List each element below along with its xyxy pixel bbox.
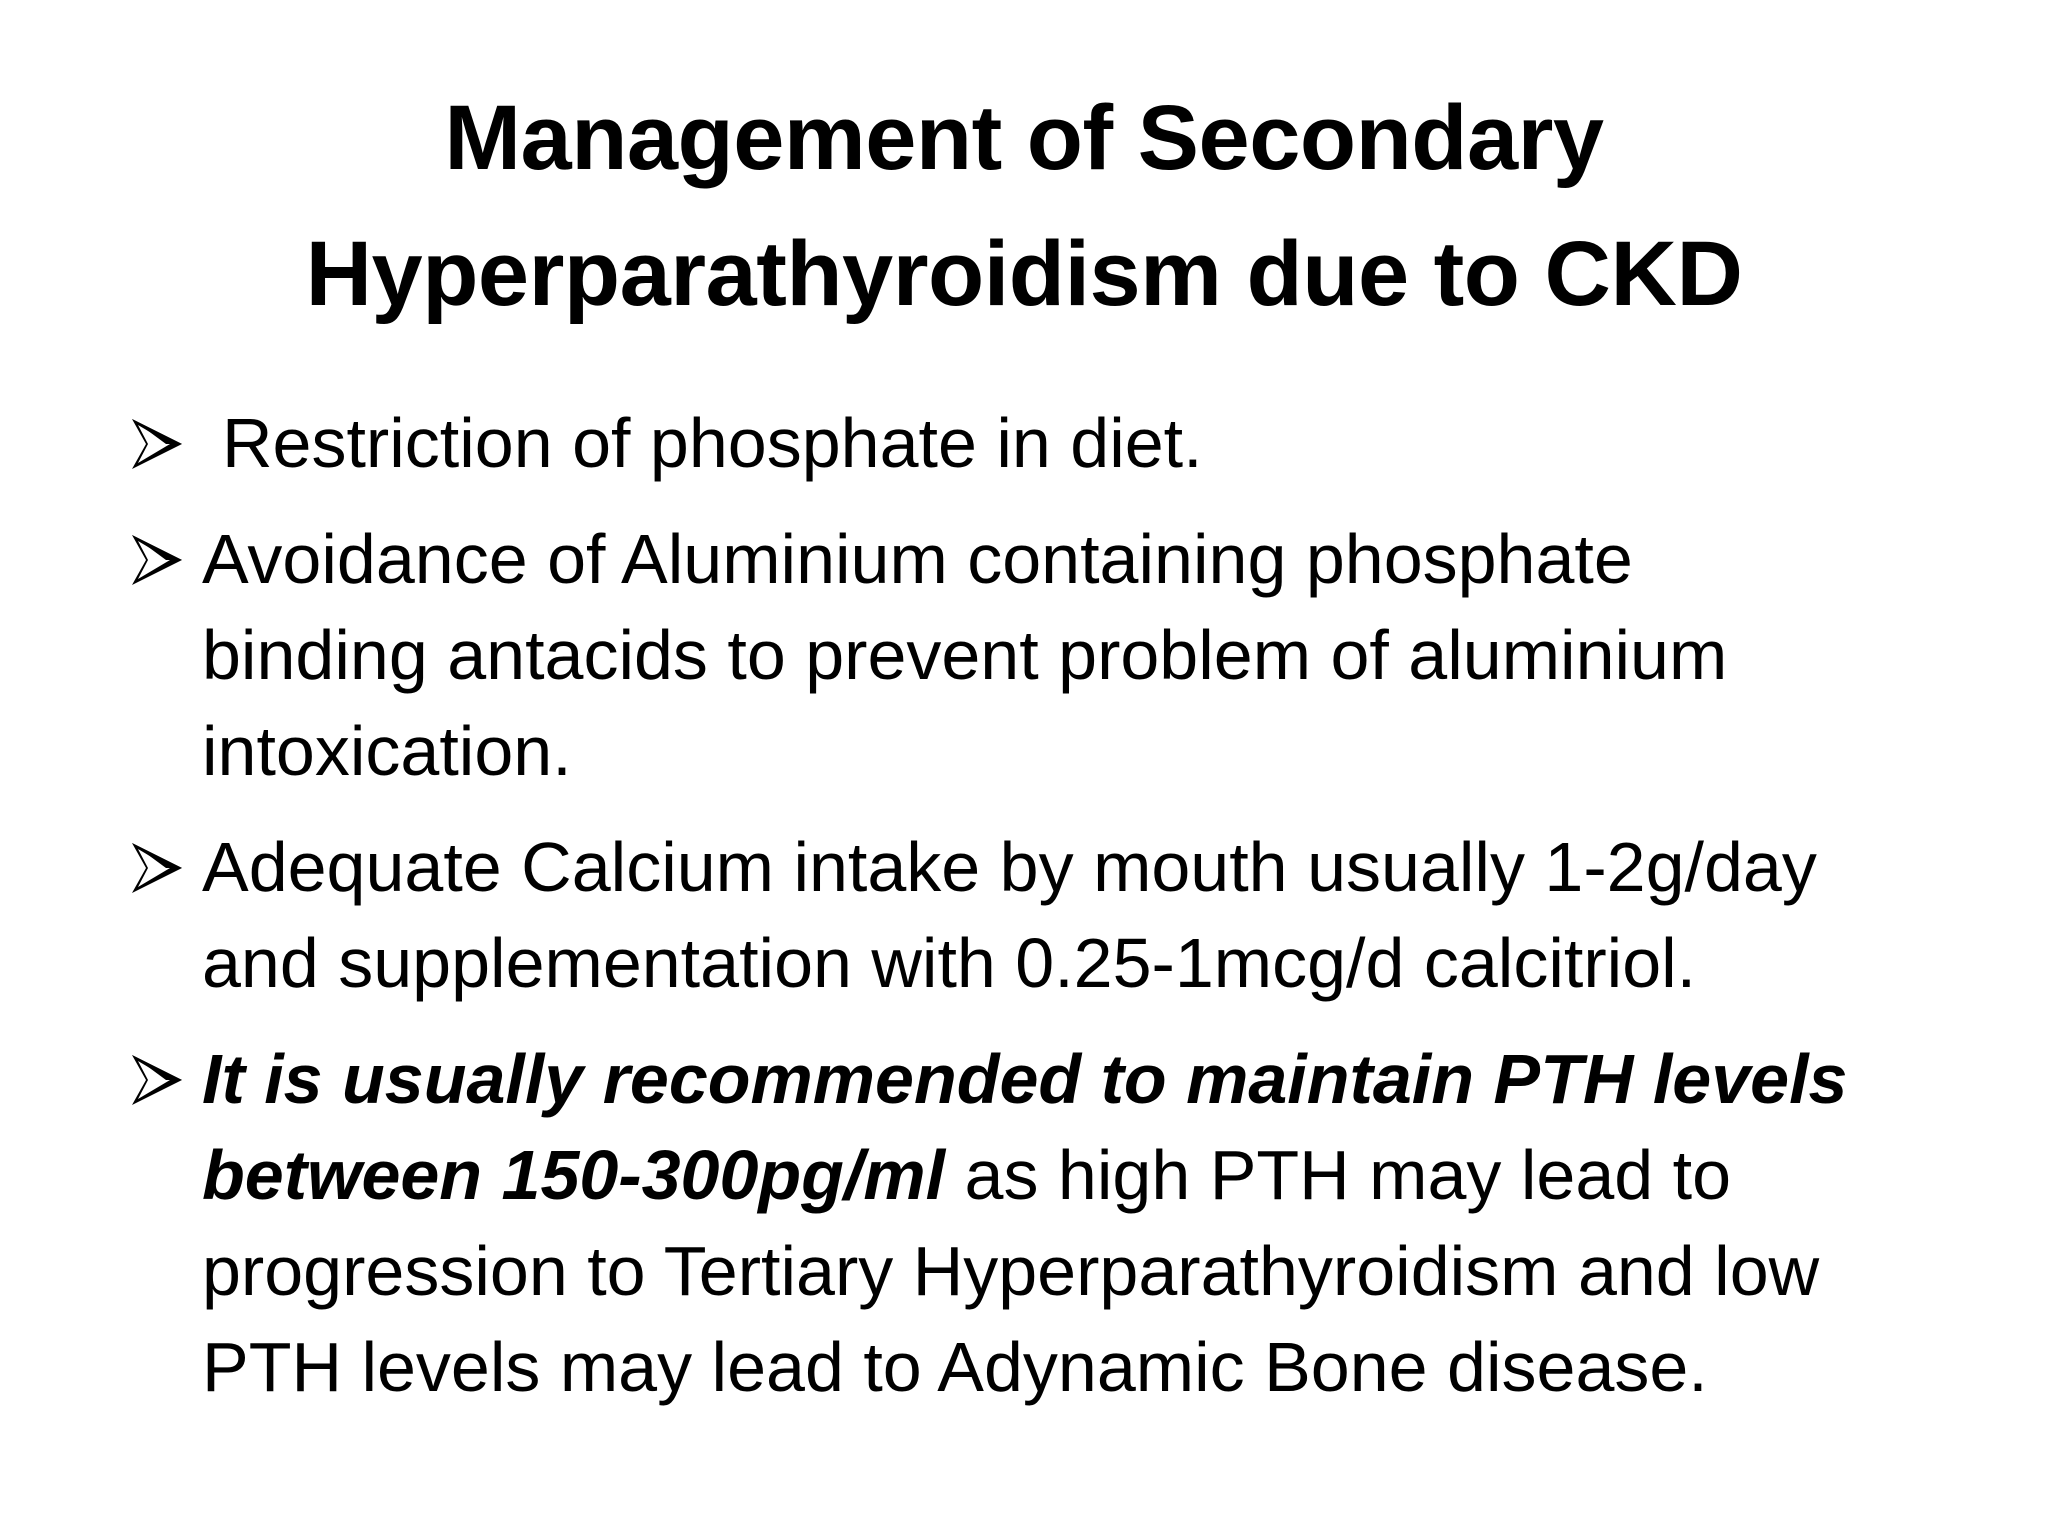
- bullet-text-line-1-emphasis: It is usually recommended to maintain PTH levels: [202, 1040, 1848, 1118]
- title-line-1: Management of Secondary: [444, 87, 1604, 189]
- bullet-item-calcium-intake: [130, 819, 1950, 1011]
- bullet-text-line-3: progression to Tertiary Hyperparathyroidism and low: [202, 1232, 1820, 1310]
- bullet-text-line-2: and supplementation with 0.25-1mcg/d calcitriol.: [202, 924, 1697, 1002]
- title-line-2: Hyperparathyroidism due to CKD: [305, 223, 1743, 325]
- slide-title: [150, 70, 1898, 342]
- arrow-bullet-icon: [130, 533, 184, 587]
- arrow-bullet-icon: [130, 841, 184, 895]
- pth-range-emphasis: between 150-300pg/ml: [202, 1136, 946, 1214]
- bullet-text-line-2: [202, 1127, 1950, 1223]
- bullet-text-line-2: binding antacids to prevent problem of aluminium: [202, 616, 1728, 694]
- bullet-text-line-1: Adequate Calcium intake by mouth usually 1-2g/day: [202, 828, 1817, 906]
- bullet-item-phosphate-restriction: [130, 395, 1950, 491]
- bullet-item-aluminium-avoidance: [130, 511, 1950, 799]
- bullet-text: Restriction of phosphate in diet.: [222, 404, 1203, 482]
- bullet-text-line-2-rest: as high PTH may lead to: [945, 1136, 1732, 1214]
- bullet-text-line-1: Avoidance of Aluminium containing phosphate: [202, 520, 1633, 598]
- bullet-item-pth-levels: [130, 1031, 1950, 1415]
- arrow-bullet-icon: [130, 1053, 184, 1107]
- bullet-list: [130, 395, 1950, 1435]
- bullet-text-line-3: intoxication.: [202, 712, 572, 790]
- bullet-text-line-4: PTH levels may lead to Adynamic Bone disease.: [202, 1328, 1708, 1406]
- arrow-bullet-icon: [130, 417, 184, 471]
